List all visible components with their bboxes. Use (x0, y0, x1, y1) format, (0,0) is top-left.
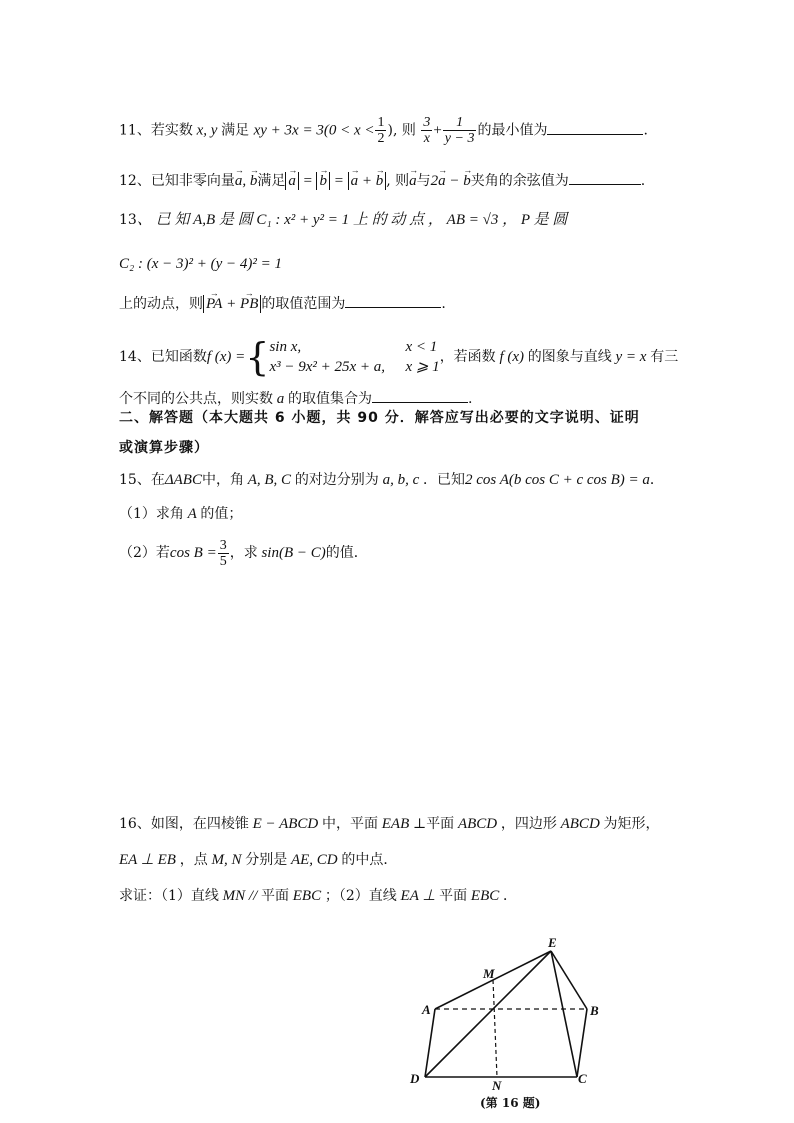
edge-EC (551, 951, 577, 1077)
question-15-part-2: （2）若cos B = $\frac{3}{5}$ ，求 sin(B − C)的值． (119, 537, 368, 569)
answer-blank-11[interactable] (547, 120, 643, 135)
question-15: 15、在ΔABC中，角 A, B, C 的对边分别为 a, b, c ．已知2 cos A(b cos C + c cos B) = a． (119, 472, 664, 488)
segment-MN (493, 980, 497, 1077)
question-14: 14、已知函数f (x) ={ sin x, x < 1 x³ − 9x² + 25x + a, x ⩾ 1 ，若函数 f (x) 的图象与直线 y = x 有三 (119, 335, 679, 379)
label-M: M (483, 966, 495, 981)
question-16: 16、如图，在四棱锥 E − ABCD 中，平面 EAB ⊥平面 ABCD ，四边形 ABCD 为矩形， (119, 816, 660, 832)
answer-blank-13[interactable] (345, 293, 441, 308)
pyramid-figure (400, 935, 620, 1115)
piecewise-cases: sin x, x < 1 x³ − 9x² + 25x + a, x ⩾ 1 (269, 339, 440, 375)
label-B: B (590, 1003, 599, 1018)
question-16-prove: 求证：（1）直线 MN // 平面 EBC ；（2）直线 EA ⊥ 平面 EBC ． (119, 888, 517, 904)
section-heading: 二、解答题（本大题共 6 小题，共 90 分．解答应写出必要的文字说明、证明 (119, 410, 640, 426)
edge-CB (577, 1009, 587, 1077)
question-13-line-1: 13、 已 知 A,B 是 圆 C₁ : x² + y² = 1 上 的 动 点 ， AB = √3 ， P 是 圆 (119, 212, 568, 228)
question-12: 12、已知非零向量→ a, → b满足→ a = → b = → a + → b , 则→ a与2→ a − → b夹角的余弦值为 . (119, 170, 645, 191)
label-N: N (492, 1078, 502, 1093)
section-heading-line-2: 或演算步骤） (119, 440, 209, 456)
label-C: C (578, 1071, 587, 1086)
label-D: D (410, 1071, 420, 1086)
figure-caption: (第 16 题) (480, 1096, 541, 1110)
question-14-line-2: 个不同的公共点，则实数 a 的取值集合为 . (119, 388, 472, 409)
question-16-line-2: EA ⊥ EB ，点 M, N 分别是 AE, CD 的中点． (119, 852, 398, 868)
label-E: E (548, 935, 557, 950)
label-A: A (422, 1002, 431, 1017)
question-13-line-3: 上的动点，则→ PA + → PB 的取值范围为 . (119, 293, 446, 314)
question-15-part-1: （1）求角 A 的值； (119, 506, 243, 522)
question-13-line-2: C₂ : (x − 3)² + (y − 4)² = 1 (119, 256, 282, 272)
answer-blank-12[interactable] (569, 170, 641, 185)
edge-AD (425, 1009, 435, 1077)
fraction-half: $\frac{1}{2}$ (377, 115, 385, 146)
piecewise-brace: { (245, 335, 270, 379)
question-11: 11、若实数 x, y 满足 xy + 3x = 3(0 < x < $\frac{1}{2}$ ), 则 $\frac{3}{x}$ + $\frac{1}{y - 3}$ 的最小值为 . (119, 115, 648, 146)
answer-blank-14[interactable] (372, 388, 468, 403)
